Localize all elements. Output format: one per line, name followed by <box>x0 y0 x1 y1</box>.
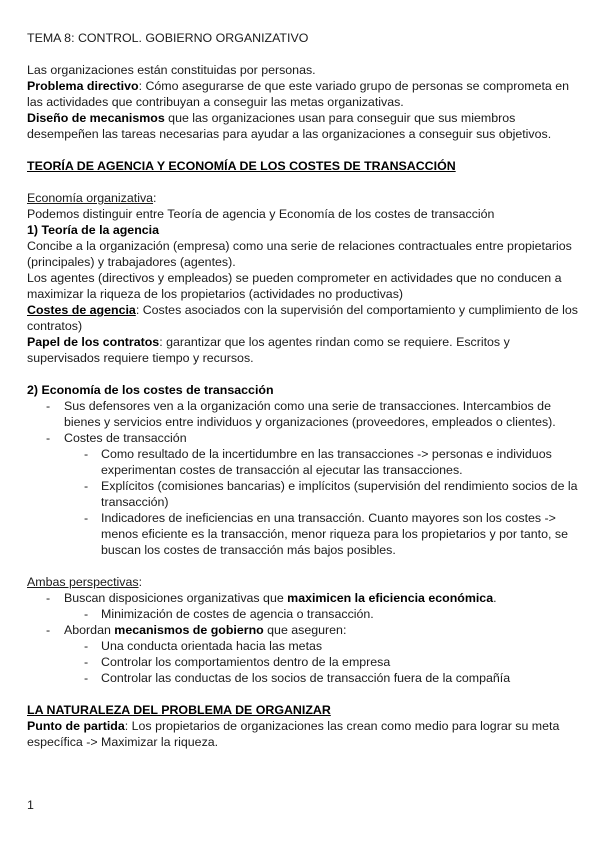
diseno-paragraph <box>27 110 582 142</box>
list-subitem <box>27 670 582 686</box>
dash-bullet: - <box>84 479 89 493</box>
b2-pre: Abordan <box>64 623 115 637</box>
list-subitem <box>27 510 582 558</box>
problema-text: : Cómo asegurarse de que este variado grupo de personas se comprometa en las actividades que contribuyan a conseguir las metas organizativas. <box>27 79 570 109</box>
dash-bullet: - <box>84 447 89 461</box>
spacer <box>27 686 582 702</box>
papel-text: : garantizar que los agentes rindan como se requiere. Escritos y supervisados requiere tiempo y recursos. <box>27 335 510 365</box>
transaccion-heading-text: 2) Economía de los costes de transacción <box>27 383 274 397</box>
dash-bullet: - <box>46 431 51 445</box>
list-subitem <box>27 638 582 654</box>
document-title: TEMA 8: CONTROL. GOBIERNO ORGANIZATIVO <box>27 31 309 45</box>
list-subitem-text: Controlar las conductas de los socios de transacción fuera de la compañía <box>101 671 511 685</box>
dash-bullet: - <box>84 639 89 653</box>
punto-paragraph <box>27 718 582 750</box>
dash-bullet: - <box>84 655 89 669</box>
costes-paragraph <box>27 302 582 334</box>
b1-pre: Buscan disposiciones organizativas que <box>64 591 288 605</box>
b1-post: . <box>493 591 497 605</box>
section1-heading: TEORÍA DE AGENCIA Y ECONOMÍA DE LOS COSTES DE TRANSACCIÓN <box>27 159 456 173</box>
document-page <box>27 30 582 750</box>
problema-paragraph <box>27 78 582 110</box>
list-item <box>27 398 582 430</box>
distinguir-line: Podemos distinguir entre Teoría de agencia y Economía de los costes de transacción <box>27 207 495 221</box>
dash-bullet: - <box>84 607 89 621</box>
list-subitem-text: Indicadores de ineficiencias en una transacción. Cuanto mayores son los costes -> menos eficiente es la transacción, menor riqueza para los propietarios y por tanto, se buscan los costes de transacción más bajos posibles. <box>101 511 568 557</box>
spacer <box>27 558 582 574</box>
list-item-text: Costes de transacción <box>64 431 187 445</box>
agencia-heading <box>27 222 582 238</box>
list-subitem-text: Una conducta orientada hacia las metas <box>101 639 323 653</box>
agencia-paragraph-1: Concibe a la organización (empresa) como una serie de relaciones contractuales entre propietarios (principales) y trabajadores (agentes). <box>27 239 572 269</box>
dash-bullet: - <box>84 671 89 685</box>
spacer <box>27 174 582 190</box>
ambas-line <box>27 574 582 590</box>
spacer <box>27 46 582 62</box>
ambas-label: Ambas perspectivas <box>27 575 139 589</box>
list-subitem <box>27 654 582 670</box>
dash-bullet: - <box>46 591 51 605</box>
intro-line: Las organizaciones están constituidas por personas. <box>27 63 316 77</box>
page-number: 1 <box>27 798 34 812</box>
ambas-colon: : <box>138 575 143 589</box>
papel-paragraph <box>27 334 582 366</box>
list-subitem-text: Como resultado de la incertidumbre en las transacciones -> personas e individuos experimentan costes de transacción al ejecutar las transacciones. <box>101 447 552 477</box>
list-subitem-text: Controlar los comportamientos dentro de la empresa <box>101 655 391 669</box>
costes-label: Costes de agencia <box>27 303 136 317</box>
costes-text: : Costes asociados con la supervisión del comportamiento y cumplimiento de los contratos) <box>27 303 578 333</box>
diseno-label: Diseño de mecanismos <box>27 111 165 125</box>
economia-colon: : <box>153 191 157 205</box>
b2-bold: mecanismos de gobierno <box>114 623 264 637</box>
b1-bold: maximicen la eficiencia económica <box>287 591 494 605</box>
dash-bullet: - <box>46 623 51 637</box>
punto-text: : Los propietarios de organizaciones las crean como medio para lograr su meta específica -> Maximizar la riqueza. <box>27 719 560 749</box>
section2-heading: LA NATURALEZA DEL PROBLEMA DE ORGANIZAR <box>27 703 331 717</box>
list-subitem <box>27 478 582 510</box>
list-item <box>27 622 582 638</box>
list-item <box>27 590 582 606</box>
list-subitem-text: Minimización de costes de agencia o transacción. <box>101 607 374 621</box>
punto-label: Punto de partida <box>27 719 125 733</box>
economia-line <box>27 190 582 206</box>
list-subitem-text: Explícitos (comisiones bancarias) e implícitos (supervisión del rendimiento socios de la transacción) <box>101 479 578 509</box>
transaccion-heading <box>27 382 582 398</box>
economia-label: Economía organizativa <box>27 191 154 205</box>
list-subitem <box>27 606 582 622</box>
dash-bullet: - <box>46 399 51 413</box>
papel-label: Papel de los contratos <box>27 335 160 349</box>
agencia-heading-text: 1) Teoría de la agencia <box>27 223 159 237</box>
agencia-paragraph-2: Los agentes (directivos y empleados) se pueden comprometer en actividades que no conducen a maximizar la riqueza de los propietarios (actividades no productivas) <box>27 271 562 301</box>
b2-post: que aseguren: <box>263 623 347 637</box>
diseno-text: que las organizaciones usan para conseguir que sus miembros desempeñen las tareas necesarias para ayudar a las organizaciones a conseguir sus objetivos. <box>27 111 552 141</box>
list-item-text: Sus defensores ven a la organización como una serie de transacciones. Intercambios de bienes y servicios entre individuos y organizaciones (proveedores, empleados o clientes). <box>64 399 556 429</box>
list-item <box>27 430 582 446</box>
problema-label: Problema directivo <box>27 79 139 93</box>
spacer <box>27 142 582 158</box>
spacer <box>27 366 582 382</box>
dash-bullet: - <box>84 511 89 525</box>
list-subitem <box>27 446 582 478</box>
